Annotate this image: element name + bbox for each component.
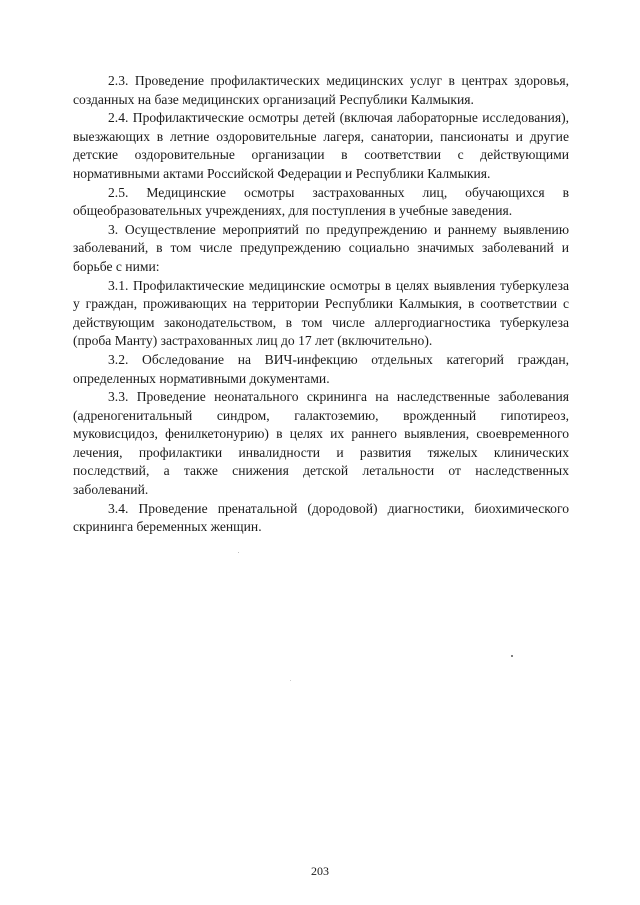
paragraph-3-2: 3.2. Обследование на ВИЧ-инфекцию отдельных категорий граждан, определенных нормативными документами. (73, 351, 569, 386)
paragraph-3-1: 3.1. Профилактические медицинские осмотры в целях выявления туберкулеза у граждан, проживающих на территории Республики Калмыкия, в соответствии с действующим законодательством, в том числе аллергодиагностика туберкулеза (проба Манту) застрахованных лиц до 17 лет (включительно). (73, 277, 569, 349)
scan-speck (238, 552, 239, 553)
paragraph-2-3: 2.3. Проведение профилактических медицинских услуг в центрах здоровья, созданных на базе медицинских организаций Республики Калмыкия. (73, 73, 569, 107)
paragraph-3-3: 3.3. Проведение неонатального скрининга на наследственные заболевания (адреногенитальный синдром, галактоземию, врожденный гипотиреоз, муковисцидоз, фенилкетонурию) в целях их раннего выявления, своевременного лечения, профилактики инвалидности и развития тяжелых клинических последствий, а также снижения детской летальности от наследственных заболеваний. (73, 389, 569, 498)
paragraph-2-5: 2.5. Медицинские осмотры застрахованных лиц, обучающихся в общеобразовательных учреждениях, для поступления в учебные заведения. (73, 184, 569, 219)
paragraph-3: 3. Осуществление мероприятий по предупреждению и раннему выявлению заболеваний, в том числе предупреждению социально значимых заболеваний и борьбе с ними: (73, 221, 569, 274)
scan-speck (290, 680, 291, 681)
document-body (73, 72, 569, 537)
page-number: 203 (311, 864, 329, 878)
paragraph-2-4: 2.4. Профилактические осмотры детей (включая лабораторные исследования), выезжающих в летние оздоровительные лагеря, санатории, пансионаты и другие детские оздоровительные организации в соответствии с действующими нормативными актами Российской Федерации и Республики Калмыкия. (73, 110, 569, 181)
scan-speck (511, 655, 513, 657)
paragraph-3-4: 3.4. Проведение пренатальной (дородовой) диагностики, биохимического скрининга беременных женщин. (73, 500, 569, 535)
